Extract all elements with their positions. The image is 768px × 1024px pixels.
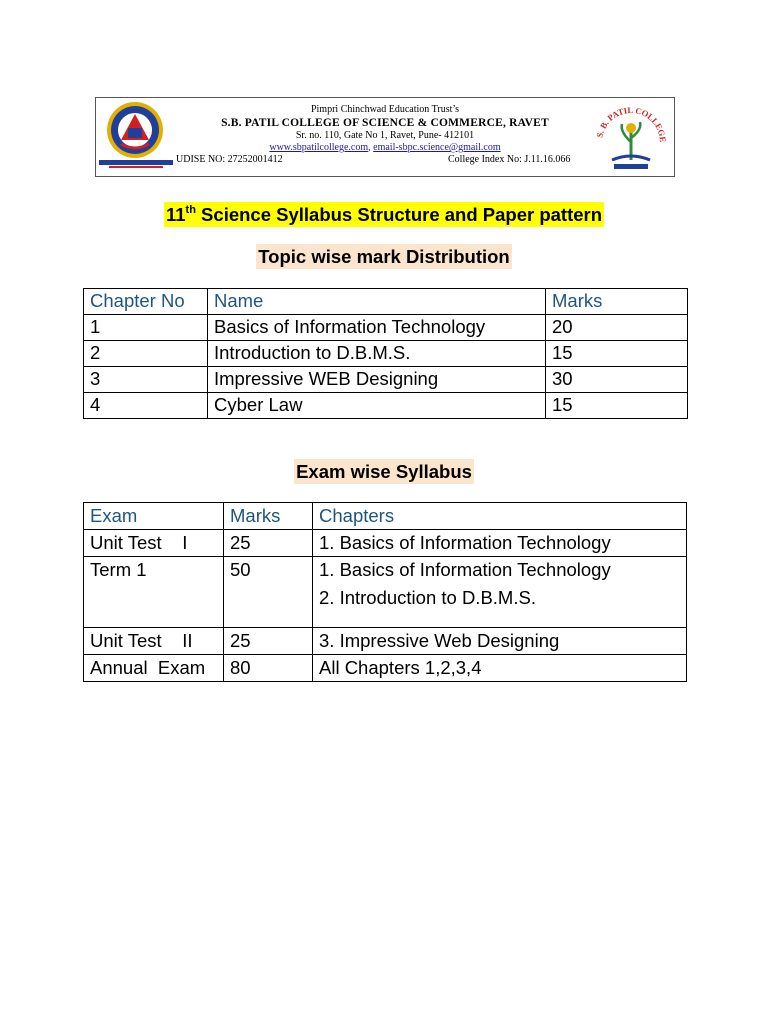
exam-cell: Unit Test I xyxy=(84,530,224,557)
main-heading xyxy=(0,204,768,226)
table-row xyxy=(84,655,687,682)
udise-number: UDISE NO: 27252001412 xyxy=(176,154,283,165)
header-marks: Marks xyxy=(546,289,688,315)
topic-marks-table xyxy=(83,288,688,419)
main-heading-highlight xyxy=(164,202,604,227)
grade-ordinal-suffix: th xyxy=(185,204,196,216)
chapters-cell: All Chapters 1,2,3,4 xyxy=(313,655,687,682)
marks-cell: 15 xyxy=(546,393,688,419)
exam-cell: Unit Test II xyxy=(84,628,224,655)
logo-right-arc-text: S. B. PATIL COLLEGE xyxy=(594,104,669,143)
chapter-no-cell: 3 xyxy=(84,367,208,393)
table-header-row xyxy=(84,503,687,530)
topic-distribution-heading xyxy=(0,246,768,268)
main-heading-text: Science Syllabus Structure and Paper pattern xyxy=(195,204,603,225)
marks-cell: 25 xyxy=(224,530,313,557)
grade-number: 11 xyxy=(165,204,186,225)
marks-cell: 15 xyxy=(546,341,688,367)
marks-cell: 20 xyxy=(546,315,688,341)
exam-syllabus-table xyxy=(83,502,687,682)
exam-cell: Term 1 xyxy=(84,557,224,628)
exam-syllabus-heading xyxy=(0,461,768,483)
table-header-row xyxy=(84,289,688,315)
table-row xyxy=(84,393,688,419)
letterhead xyxy=(95,97,675,177)
email-link[interactable]: email-sbpc.science@gmail.com xyxy=(373,142,501,153)
marks-cell: 25 xyxy=(224,628,313,655)
header-name: Name xyxy=(208,289,546,315)
marks-cell: 80 xyxy=(224,655,313,682)
table-row xyxy=(84,628,687,655)
header-marks: Marks xyxy=(224,503,313,530)
trust-banner-strip xyxy=(99,158,173,170)
table-row xyxy=(84,530,687,557)
marks-cell: 50 xyxy=(224,557,313,628)
chapter-name-cell: Impressive WEB Designing xyxy=(208,367,546,393)
exam-cell: Annual Exam xyxy=(84,655,224,682)
college-address: Sr. no. 110, Gate No 1, Ravet, Pune- 412101 xyxy=(295,130,475,141)
website-link[interactable]: www.sbpatilcollege.com xyxy=(269,142,369,153)
chapter-name-cell: Introduction to D.B.M.S. xyxy=(208,341,546,367)
table-row xyxy=(84,367,688,393)
table-row xyxy=(84,315,688,341)
college-name: S.B. PATIL COLLEGE OF SCIENCE & COMMERCE, RAVET xyxy=(221,117,549,129)
chapter-no-cell: 1 xyxy=(84,315,208,341)
chapters-cell: 1. Basics of Information Technology xyxy=(313,530,687,557)
header-exam: Exam xyxy=(84,503,224,530)
college-index-number: College Index No: J.11.16.066 xyxy=(448,154,571,165)
table-row xyxy=(84,341,688,367)
header-chapter-no: Chapter No xyxy=(84,289,208,315)
table-row xyxy=(84,557,687,628)
chapter-no-cell: 4 xyxy=(84,393,208,419)
header-chapters: Chapters xyxy=(313,503,687,530)
chapter-line: 1. Basics of Information Technology xyxy=(319,559,611,580)
chapter-name-cell: Basics of Information Technology xyxy=(208,315,546,341)
chapters-cell xyxy=(313,557,687,628)
topic-distribution-heading-text: Topic wise mark Distribution xyxy=(258,246,510,267)
chapter-no-cell: 2 xyxy=(84,341,208,367)
college-right-logo xyxy=(592,102,670,174)
exam-syllabus-heading-text: Exam wise Syllabus xyxy=(296,461,472,482)
marks-cell: 30 xyxy=(546,367,688,393)
chapter-name-cell: Cyber Law xyxy=(208,393,546,419)
trust-name: Pimpri Chinchwad Education Trust’s xyxy=(310,104,460,115)
chapter-line: 2. Introduction to D.B.M.S. xyxy=(319,587,536,608)
chapters-cell: 3. Impressive Web Designing xyxy=(313,628,687,655)
college-contact-line: www.sbpatilcollege.com, email-sbpc.science@gmail.com xyxy=(269,142,501,153)
